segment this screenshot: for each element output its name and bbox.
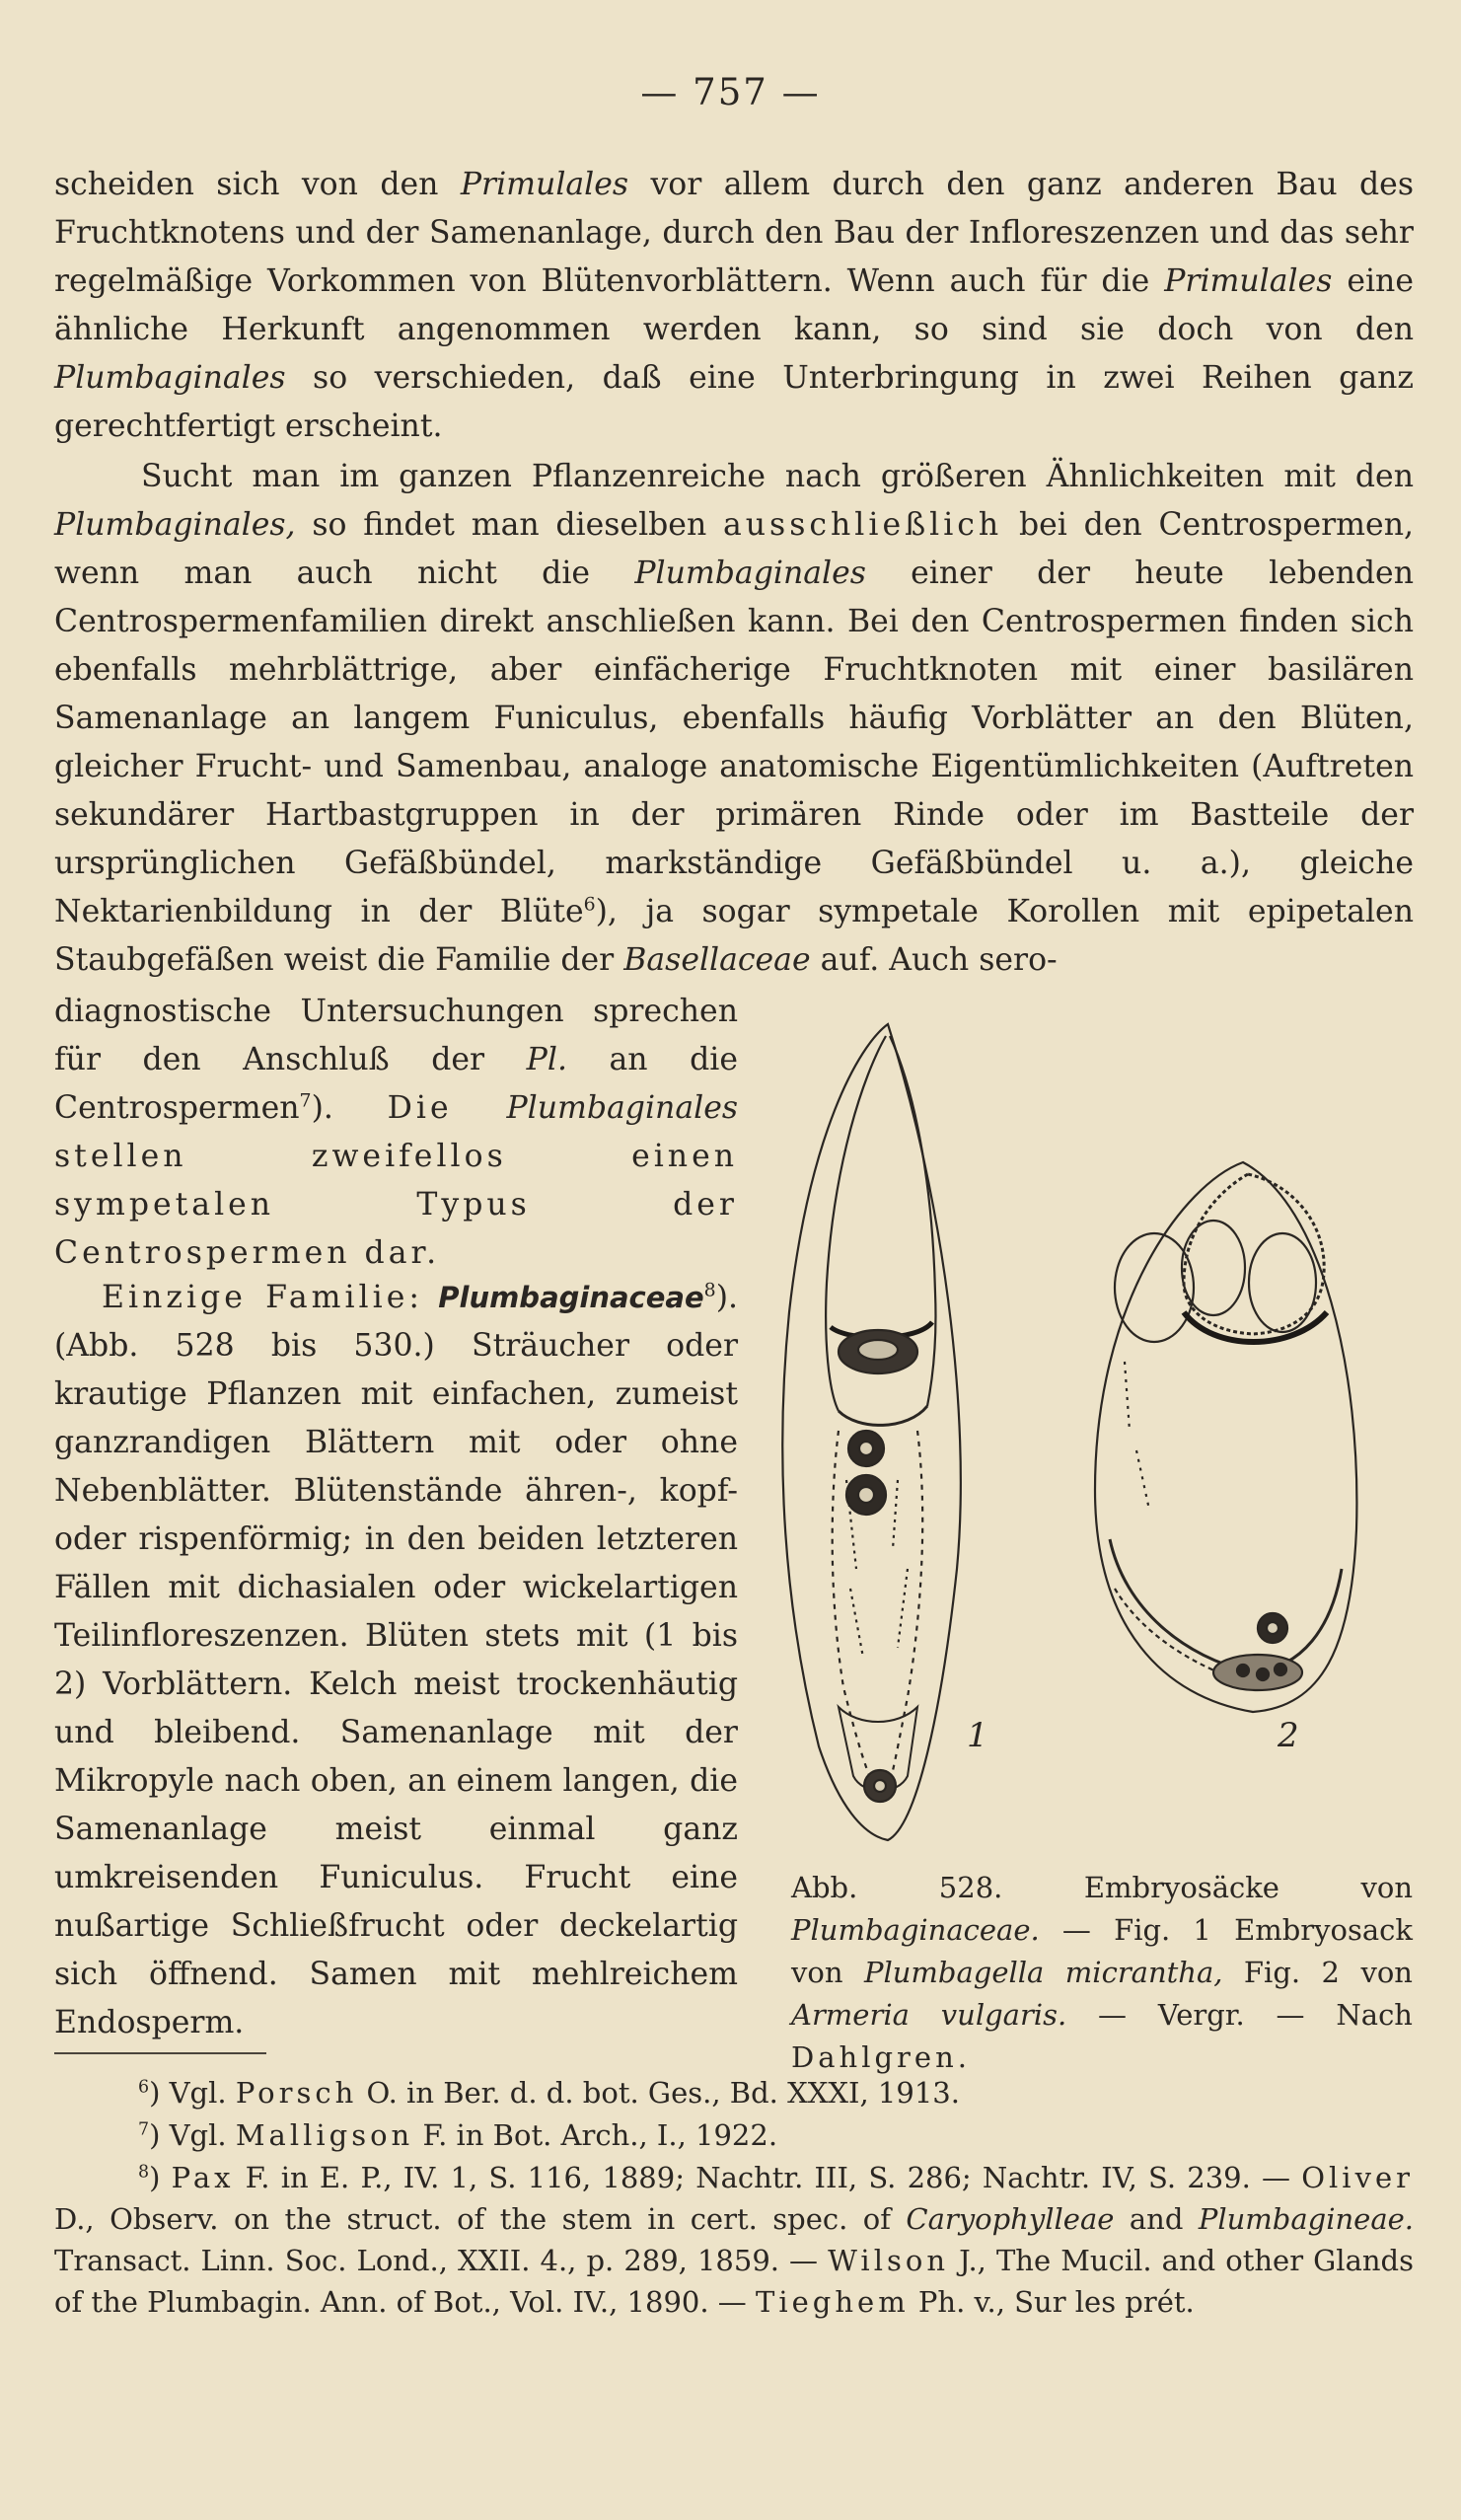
intro-paragraph (54, 161, 1414, 451)
text: ). (Abb. 528 bis 530.) Sträucher oder krautige Pflanzen mit einfachen, zumeist ganzrandigen Blättern mit oder ohne Nebenblätter. Blütenstände ähren-, kopf- oder rispenförmig; in den beiden letzteren Fällen mit dichasialen oder wickelartigen Teilinfloreszenzen. Blüten stets mit (1 bis 2) Vorblättern. Kelch meist trockenhäutig und bleibend. Samenanlage mit der Mikropyle nach oben, an einem langen, die Samenanlage meist einmal ganz umkreisenden Funiculus. Frucht eine nußartige Schließfrucht oder deckelartig sich öffnend. Samen mit mehlreichem Endosperm. (54, 1280, 738, 2040)
taxon-name: Caryophylleae (906, 2202, 1115, 2236)
author-name: Porsch (235, 2076, 358, 2110)
author-name: Pax (171, 2161, 235, 2194)
text: — Fig. 1 Embryosack von (791, 1913, 1413, 1989)
footnote-ref[interactable]: 6 (583, 893, 596, 916)
spaced-emphasis: Einzige Familie: (102, 1280, 423, 1315)
footnote-ref[interactable]: 8 (703, 1279, 716, 1301)
footnote-8 (54, 2157, 1414, 2323)
text: auf. Auch sero- (810, 942, 1058, 978)
text: ) (149, 2161, 172, 2194)
taxon-name: Pl. (526, 1042, 567, 1077)
taxon-name: Plumbaginaceae. (791, 1913, 1040, 1947)
text: ). (311, 1090, 388, 1126)
taxon-name: Plumbaginales (634, 556, 866, 591)
author-name: Malligson (235, 2118, 414, 2152)
author-name: Tieghem (756, 2285, 910, 2319)
taxon-name: Basellaceae (623, 942, 811, 978)
family-name: Plumbaginaceae (438, 1281, 704, 1314)
text: Fig. 2 von (1222, 1956, 1413, 1989)
text: ), ja sogar sympetale Korollen mit epipetalen Staubgefäßen weist die Familie der (54, 894, 1414, 978)
text: so findet man dieselben (295, 507, 723, 543)
family-description (54, 1274, 738, 2047)
embryo-sac-figure (769, 1016, 1450, 1845)
text (453, 1090, 507, 1126)
text: ) Vgl. (149, 2076, 236, 2110)
text: Sucht man im ganzen Pflanzenreiche nach größeren Ähnlichkeiten mit den (141, 459, 1414, 494)
text: ) Vgl. (149, 2118, 236, 2152)
footnote-number: 8 (138, 2162, 150, 2183)
text: Transact. Linn. Soc. Lond., XXII. 4., p. 289, 1859. — (54, 2244, 829, 2277)
taxon-name: Plumbaginales, (54, 507, 296, 543)
text: so verschieden, daß eine Unterbringung in zwei Reihen ganz gerechtfertigt erscheint. (54, 360, 1414, 444)
taxon-name: Armeria vulgaris. (791, 1998, 1067, 2032)
taxon-name: Plumbagineae. (1198, 2202, 1414, 2236)
author-name: Dahlgren. (791, 2040, 971, 2074)
fig2-embryo-sac-armeria (1095, 1162, 1356, 1712)
footnote-6 (138, 2072, 1411, 2113)
spaced-emphasis: ausschließlich (722, 507, 1003, 543)
footnote-number: 6 (138, 2077, 150, 2098)
text: F. in Bot. Arch., I., 1922. (413, 2118, 778, 2152)
serodiagnostic-paragraph (54, 988, 738, 1278)
text: Ph. v., Sur les prét. (909, 2285, 1195, 2319)
taxon-name: Plumbaginales (506, 1090, 738, 1126)
centrospermen-paragraph (54, 453, 1414, 985)
text: — Vergr. — Nach (1066, 1998, 1413, 2032)
taxon-name: Plumbagella micrantha, (863, 1956, 1223, 1989)
text: an die Centrospermen (54, 1042, 738, 1126)
text: einer der heute lebenden Centrospermenfamilien direkt anschließen kann. Bei den Centrospermen finden sich ebenfalls mehrblättrige, aber einfächerige Fruchtknoten mit einer basilären Samenanlage an langem Funiculus, ebenfalls häufig Vorblätter an den Blüten, gleicher Frucht- und Samenbau, analoge anatomische Eigentümlichkeiten (Auftreten sekundärer Hartbastgruppen in der primären Rinde oder im Bastteile der ursprünglichen Gefäßbündel, markständige Gefäßbündel u. a.), gleiche Nektarienbildung in der Blüte (54, 556, 1414, 929)
text: diagnostische Untersuchungen sprechen für den Anschluß der (54, 994, 738, 1077)
text: scheiden sich von den (54, 167, 461, 202)
text: and (1114, 2202, 1199, 2236)
figure-label-1: 1 (967, 1716, 988, 1755)
taxon-name: Plumbaginales (54, 360, 286, 396)
figure-caption (791, 1867, 1413, 2079)
taxon-name: Primulales (460, 167, 629, 202)
page-number: — 757 — (640, 71, 821, 113)
footnote-divider (54, 2052, 266, 2054)
text: eine ähnliche Herkunft angenommen werden kann, so sind sie doch von den (54, 263, 1414, 347)
text: bei den Centrospermen, wenn man auch nicht die (54, 507, 1414, 591)
text: D., Observ. on the struct. of the stem in cert. spec. of (54, 2202, 907, 2236)
footnote-7 (138, 2114, 1411, 2156)
figure-label-2: 2 (1278, 1716, 1299, 1755)
footnote-number: 7 (138, 2119, 150, 2140)
text: J., The Mucil. and other Glands of the Plumbagin. Ann. of Bot., Vol. IV., 1890. — (54, 2244, 1414, 2319)
author-name: Oliver (1301, 2161, 1414, 2194)
spaced-emphasis: stellen zweifellos einen sympetalen Typus der Centrospermen dar. (54, 1139, 738, 1271)
text: Abb. 528. Embryosäcke von (791, 1871, 1413, 1904)
footnote-ref[interactable]: 7 (299, 1089, 312, 1112)
text (423, 1280, 438, 1315)
spaced-emphasis: Die (387, 1090, 453, 1126)
author-name: Wilson (828, 2244, 949, 2277)
text: O. in Ber. d. d. bot. Ges., Bd. XXXI, 1913. (357, 2076, 960, 2110)
taxon-name: Primulales (1164, 263, 1333, 299)
text: vor allem durch den ganz anderen Bau des Fruchtknotens und der Samenanlage, durch den Bau der Infloreszenzen und das sehr regelmäßige Vorkommen von Blütenvorblättern. Wenn auch für die (54, 167, 1414, 299)
text: F. in E. P., IV. 1, S. 116, 1889; Nachtr. III, S. 286; Nachtr. IV, S. 239. — (234, 2161, 1302, 2194)
fig1-embryo-sac-plumbagella (782, 1024, 961, 1840)
